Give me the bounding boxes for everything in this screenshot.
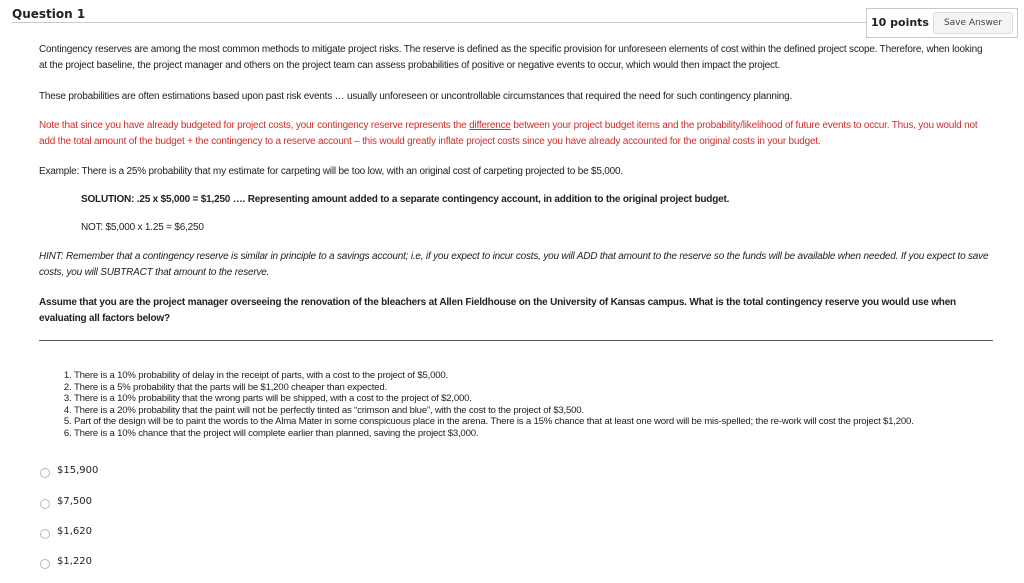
answer-option-label: $15,900 <box>57 464 99 476</box>
radio-button[interactable] <box>40 499 50 509</box>
note-paragraph <box>39 118 989 150</box>
intro-paragraph: Contingency reserves are among the most common methods to mitigate project risks. The reserve is defined as the specific provision for unforeseen elements of cost within the defined project scope. Therefore, when looking at the project baseline, the project manager and others on the project team can assess probabilities of positive or negative events to occur, which would then impact the project. <box>39 44 983 71</box>
answer-option-4[interactable] <box>40 553 92 569</box>
list-item: 4. There is a 20% probability that the paint will not be perfectly tinted as “crimson and blue”, with the cost to the project of $3,500. <box>74 405 1004 417</box>
question-title: Question 1 <box>12 7 86 21</box>
factor-list <box>56 370 1004 439</box>
radio-button[interactable] <box>40 468 50 478</box>
answer-option-label: $7,500 <box>57 495 92 507</box>
solution-text: SOLUTION: .25 x $5,000 = $1,250 …. Representing amount added to a separate contingency account, in addition to the original project budget. <box>81 194 730 205</box>
list-item: 6. There is a 10% chance that the project will complete earlier than planned, saving the project $3,000. <box>74 428 1004 440</box>
example-text: Example: There is a 25% probability that my estimate for carpeting will be too low, with an original cost of carpeting projected to be $5,000. <box>39 166 623 177</box>
header-divider <box>12 22 866 23</box>
hint-paragraph: HINT: Remember that a contingency reserve is similar in principle to a savings account; i.e, if you expect to incur costs, you will ADD that amount to the reserve so the funds will be available when needed. If you expect to save costs, you will SUBTRACT that amount to the reserve. <box>39 251 989 278</box>
answer-option-1[interactable] <box>40 462 98 478</box>
answer-option-2[interactable] <box>40 493 92 509</box>
probabilities-paragraph: These probabilities are often estimations based upon past risk events … usually unforeseen or uncontrollable circumstances that required the need for such contingency planning. <box>39 91 793 102</box>
answer-option-3[interactable] <box>40 523 92 539</box>
save-answer-button[interactable]: Save Answer <box>933 12 1013 34</box>
points-panel <box>866 8 1018 38</box>
prompt-divider <box>39 340 993 341</box>
radio-button[interactable] <box>40 559 50 569</box>
note-text-end: between your project budget items and the probability/likelihood of future events to occur. Thus, you would not add the total amount of the budget + the contingency to a reserve account – this would greatly inflate project costs since you have already accounted for the original costs in your budget. <box>39 120 978 147</box>
question-prompt: Assume that you are the project manager overseeing the renovation of the bleachers at Allen Fieldhouse on the University of Kansas campus. What is the total contingency reserve you would use when evaluating all factors below? <box>39 297 956 324</box>
note-text-start: Note that since you have already budgeted for project costs, your contingency reserve represents the <box>39 120 470 131</box>
note-difference-word: difference <box>469 120 511 131</box>
answer-option-label: $1,620 <box>57 525 92 537</box>
answer-option-label: $1,220 <box>57 555 92 567</box>
list-item: 1. There is a 10% probability of delay in the receipt of parts, with a cost to the project of $5,000. <box>74 370 1004 382</box>
list-item: 5. Part of the design will be to paint the words to the Alma Mater in some conspicuous place in the arena. There is a 15% chance that at least one word will be mis-spelled; the re-work will cost the project $1,200. <box>74 416 1004 428</box>
not-text: NOT: $5,000 x 1.25 = $6,250 <box>81 222 204 233</box>
radio-button[interactable] <box>40 529 50 539</box>
list-item: 3. There is a 10% probability that the wrong parts will be shipped, with a cost to the project of $2,000. <box>74 393 1004 405</box>
list-item: 2. There is a 5% probability that the parts will be $1,200 cheaper than expected. <box>74 382 1004 394</box>
points-label: 10 points <box>871 16 929 29</box>
